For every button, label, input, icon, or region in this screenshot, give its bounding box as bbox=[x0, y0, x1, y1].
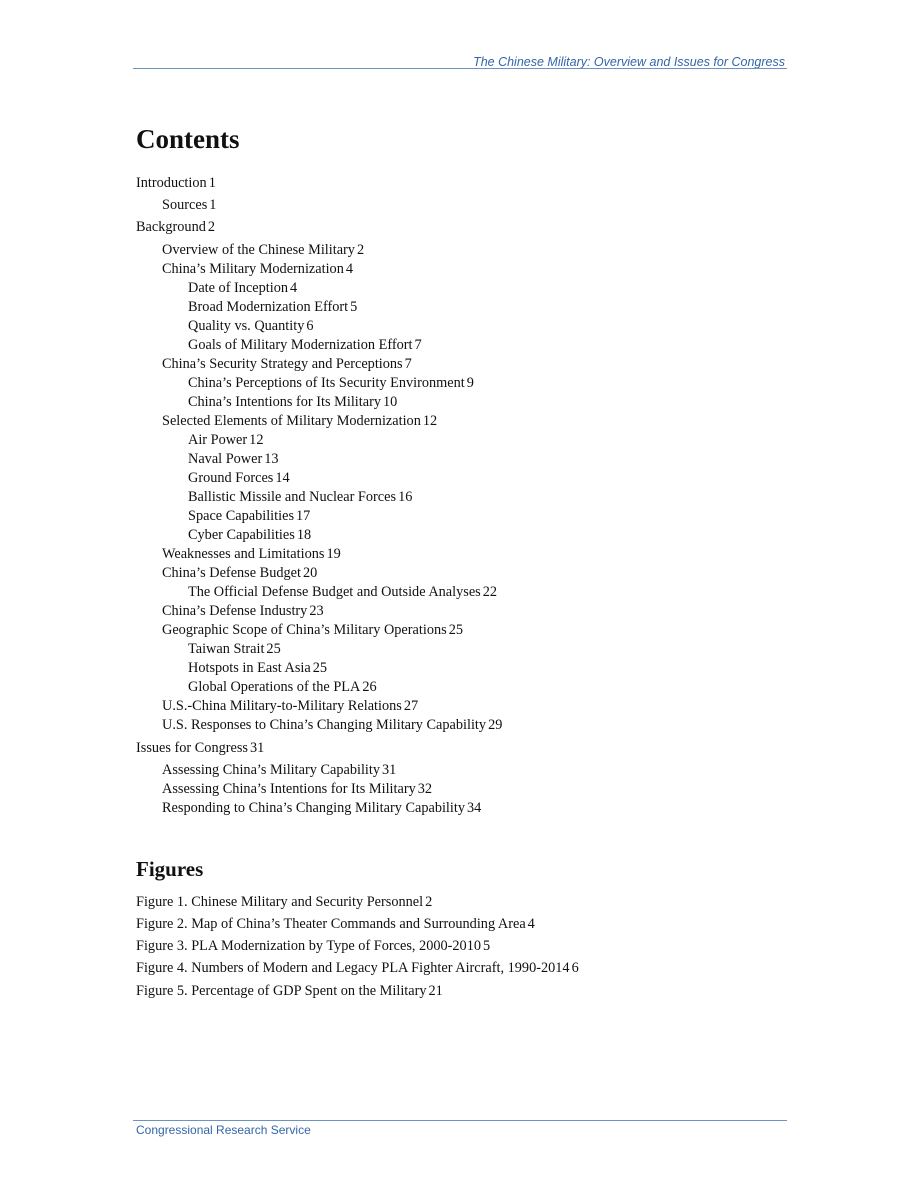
entry-title: China’s Defense Industry bbox=[162, 603, 308, 619]
entry-title: China’s Perceptions of Its Security Environment bbox=[188, 375, 465, 391]
entry-page-number: 2 bbox=[356, 242, 365, 258]
entry-title: Assessing China’s Military Capability bbox=[162, 762, 381, 778]
entry-page-number: 4 bbox=[345, 261, 354, 277]
entry-title: Goals of Military Modernization Effort bbox=[188, 337, 413, 353]
entry-page-number: 14 bbox=[275, 470, 290, 486]
entry-title: Naval Power bbox=[188, 451, 263, 467]
entry-title: Hotspots in East Asia bbox=[188, 660, 311, 676]
contents-heading: Contents bbox=[136, 124, 240, 154]
running-header-title: The Chinese Military: Overview and Issues for Congress bbox=[473, 55, 785, 69]
entry-title: U.S. Responses to China’s Changing Military Capability bbox=[162, 717, 487, 733]
footer-divider bbox=[133, 1120, 787, 1121]
entry-page-number: 18 bbox=[296, 527, 312, 543]
entry-page-number: 23 bbox=[309, 603, 324, 619]
entry-title: Background bbox=[136, 219, 206, 235]
entry-page-number: 5 bbox=[483, 938, 491, 954]
figures-heading: Figures bbox=[136, 857, 204, 881]
entry-title: Figure 5. Percentage of GDP Spent on the Military bbox=[136, 983, 427, 999]
entry-title: Air Power bbox=[188, 432, 248, 448]
entry-page-number: 10 bbox=[383, 394, 398, 410]
footer-org-name: Congressional Research Service bbox=[136, 1123, 311, 1137]
entry-title: Taiwan Strait bbox=[188, 641, 265, 657]
entry-title: Quality vs. Quantity bbox=[188, 318, 305, 334]
entry-page-number: 1 bbox=[208, 175, 216, 191]
entry-page-number: 6 bbox=[571, 960, 579, 976]
entry-title: Ballistic Missile and Nuclear Forces bbox=[188, 489, 397, 505]
entry-title: Introduction bbox=[136, 175, 207, 191]
entry-page-number: 29 bbox=[488, 717, 503, 733]
entry-title: Overview of the Chinese Military bbox=[162, 242, 355, 258]
entry-page-number: 2 bbox=[425, 894, 433, 910]
entry-page-number: 13 bbox=[264, 451, 279, 467]
entry-page-number: 4 bbox=[290, 280, 298, 296]
entry-page-number: 12 bbox=[422, 413, 438, 429]
entry-page-number: 4 bbox=[527, 916, 535, 932]
entry-page-number: 16 bbox=[398, 489, 413, 505]
entry-title: Weaknesses and Limitations bbox=[162, 546, 325, 562]
entry-title: The Official Defense Budget and Outside Analyses bbox=[188, 584, 481, 600]
entry-title: Issues for Congress bbox=[136, 740, 248, 756]
entry-page-number: 19 bbox=[326, 546, 341, 562]
entry-title: China’s Intentions for Its Military bbox=[188, 394, 381, 410]
entry-page-number: 27 bbox=[403, 698, 419, 714]
entry-page-number: 21 bbox=[428, 983, 443, 999]
entry-title: Broad Modernization Effort bbox=[188, 299, 349, 315]
entry-title: Figure 2. Map of China’s Theater Commands and Surrounding Area bbox=[136, 916, 526, 932]
entry-page-number: 7 bbox=[404, 356, 412, 372]
entry-title: Assessing China’s Intentions for Its Military bbox=[162, 781, 416, 797]
entry-title: U.S.-China Military-to-Military Relations bbox=[162, 698, 402, 714]
entry-title: Global Operations of the PLA bbox=[188, 679, 361, 695]
entry-page-number: 32 bbox=[417, 781, 433, 797]
entry-page-number: 12 bbox=[249, 432, 264, 448]
entry-title: Space Capabilities bbox=[188, 508, 295, 524]
entry-page-number: 34 bbox=[467, 800, 482, 816]
entry-title: Cyber Capabilities bbox=[188, 527, 295, 543]
entry-page-number: 20 bbox=[302, 565, 318, 581]
entry-page-number: 1 bbox=[209, 197, 217, 213]
entry-title: Figure 3. PLA Modernization by Type of Forces, 2000-2010 bbox=[136, 938, 481, 954]
entry-page-number: 2 bbox=[207, 219, 216, 235]
entry-title: China’s Defense Budget bbox=[162, 565, 301, 581]
entry-title: Responding to China’s Changing Military Capability bbox=[162, 800, 465, 816]
entry-page-number: 7 bbox=[414, 337, 422, 353]
entry-page-number: 17 bbox=[296, 508, 311, 524]
entry-page-number: 31 bbox=[382, 762, 397, 778]
entry-title: China’s Security Strategy and Perceptions bbox=[162, 356, 403, 372]
entry-title: Selected Elements of Military Modernization bbox=[162, 413, 421, 429]
entry-title: Geographic Scope of China’s Military Operations bbox=[162, 622, 447, 638]
entry-page-number: 5 bbox=[350, 299, 358, 315]
entry-page-number: 9 bbox=[466, 375, 474, 391]
entry-page-number: 26 bbox=[362, 679, 377, 695]
entry-page-number: 31 bbox=[249, 740, 265, 756]
entry-page-number: 25 bbox=[266, 641, 281, 657]
entry-title: Figure 4. Numbers of Modern and Legacy PLA Fighter Aircraft, 1990-2014 bbox=[136, 960, 570, 976]
entry-page-number: 25 bbox=[312, 660, 328, 676]
entry-title: Figure 1. Chinese Military and Security Personnel bbox=[136, 894, 424, 910]
entry-title: China’s Military Modernization bbox=[162, 261, 344, 277]
entry-title: Ground Forces bbox=[188, 470, 274, 486]
entry-page-number: 6 bbox=[306, 318, 314, 334]
entry-title: Sources bbox=[162, 197, 208, 213]
entry-title: Date of Inception bbox=[188, 280, 289, 296]
header-divider bbox=[133, 68, 787, 69]
entry-page-number: 25 bbox=[448, 622, 463, 638]
entry-page-number: 22 bbox=[482, 584, 498, 600]
